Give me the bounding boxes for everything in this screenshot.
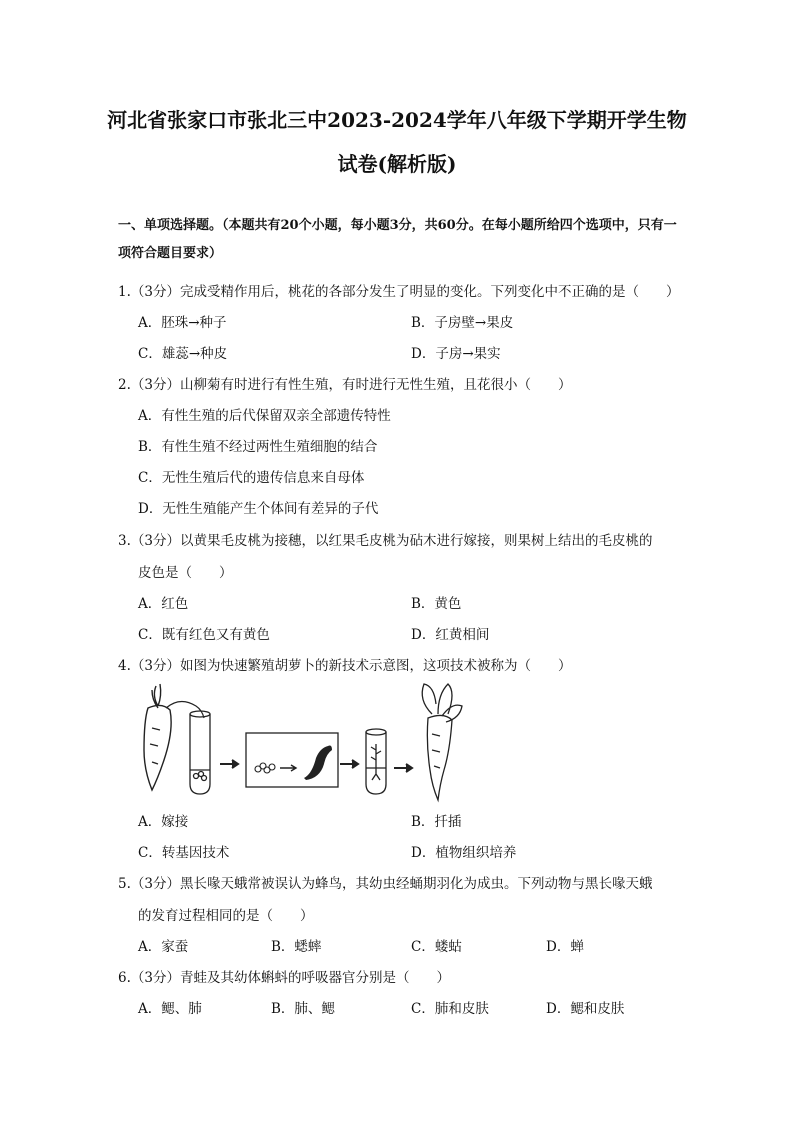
question-6-stem: 6.（3分）青蛙及其幼体蝌蚪的呼吸器官分别是（ ）: [118, 970, 450, 986]
q6-option-b: B．肺、鳃: [271, 1001, 335, 1017]
test-tube-2-icon: [366, 729, 386, 794]
question-5-stem-cont: 的发育过程相同的是（ ）: [138, 908, 314, 924]
test-tube-1-icon: [190, 711, 210, 794]
question-1-stem: 1.（3分）完成受精作用后，桃花的各部分发生了明显的变化。下列变化中不正确的是（ ）: [118, 284, 680, 300]
q3-option-a: A．红色: [138, 596, 189, 612]
q1-option-b: B．子房壁→果皮: [411, 315, 514, 331]
carrot-tissue-culture-figure: [126, 678, 466, 803]
q4-option-b: B．扦插: [411, 814, 462, 830]
question-3-stem-cont: 皮色是（ ）: [138, 565, 233, 581]
q4-option-d: D．植物组织培养: [411, 845, 517, 861]
arrow-1: [220, 760, 238, 768]
q3-option-c: C．既有红色又有黄色: [138, 627, 270, 643]
transfer-curve: [166, 701, 204, 718]
q5-option-d: D．蝉: [546, 939, 584, 955]
q2-option-d: D．无性生殖能产生个体间有差异的子代: [138, 501, 379, 517]
q3-option-b: B．黄色: [411, 596, 462, 612]
q5-option-b: B．蟋蟀: [271, 939, 322, 955]
arrow-2: [340, 760, 358, 768]
q6-option-c: C．肺和皮肤: [411, 1001, 489, 1017]
q1-option-c: C．雄蕊→种皮: [138, 346, 228, 362]
q2-option-c: C．无性生殖后代的遗传信息来自母体: [138, 470, 365, 486]
q3-option-d: D．红黄相间: [411, 627, 490, 643]
question-2-stem: 2.（3分）山柳菊有时进行有性生殖，有时进行无性生殖，且花很小（ ）: [118, 377, 572, 393]
q6-option-d: D．鳃和皮肤: [546, 1001, 625, 1017]
callus-cells-icon: [255, 763, 275, 773]
q1-option-d: D．子房→果实: [411, 346, 501, 362]
q4-option-a: A．嫁接: [138, 814, 189, 830]
q5-option-a: A．家蚕: [138, 939, 189, 955]
carrot-with-leaves-icon: [144, 684, 171, 790]
page-title-line2: 试卷(解析版): [337, 152, 457, 176]
q1-option-a: A．胚珠→种子: [138, 315, 227, 331]
arrow-3: [394, 764, 412, 772]
question-5-stem: 5.（3分）黑长喙天蛾常被误认为蜂鸟，其幼虫经蛹期羽化为成虫。下列动物与黑长喙天蛾: [118, 876, 653, 892]
section-heading: 一、单项选择题。（本题共有20个小题，每小题3分，共60分。在每小题所给四个选项中，只有一项符合题目要求）: [118, 218, 677, 261]
q2-option-a: A．有性生殖的后代保留双亲全部遗传特性: [138, 408, 391, 424]
q5-option-c: C．蝼蛄: [411, 939, 462, 955]
question-4-stem: 4.（3分）如图为快速繁殖胡萝卜的新技术示意图，这项技术被称为（ ）: [118, 658, 572, 674]
q2-option-b: B．有性生殖不经过两性生殖细胞的结合: [138, 439, 378, 455]
q4-option-c: C．转基因技术: [138, 845, 230, 861]
callus-frame: [246, 733, 338, 787]
page-title-line1: 河北省张家口市张北三中2023-2024学年八年级下学期开学生物: [107, 108, 687, 132]
q6-option-a: A．鳃、肺: [138, 1001, 202, 1017]
grown-carrot-icon: [422, 684, 462, 800]
embryo-shape-icon: [304, 746, 332, 781]
question-3-stem: 3.（3分）以黄果毛皮桃为接穗，以红果毛皮桃为砧木进行嫁接，则果树上结出的毛皮桃的: [118, 533, 653, 549]
